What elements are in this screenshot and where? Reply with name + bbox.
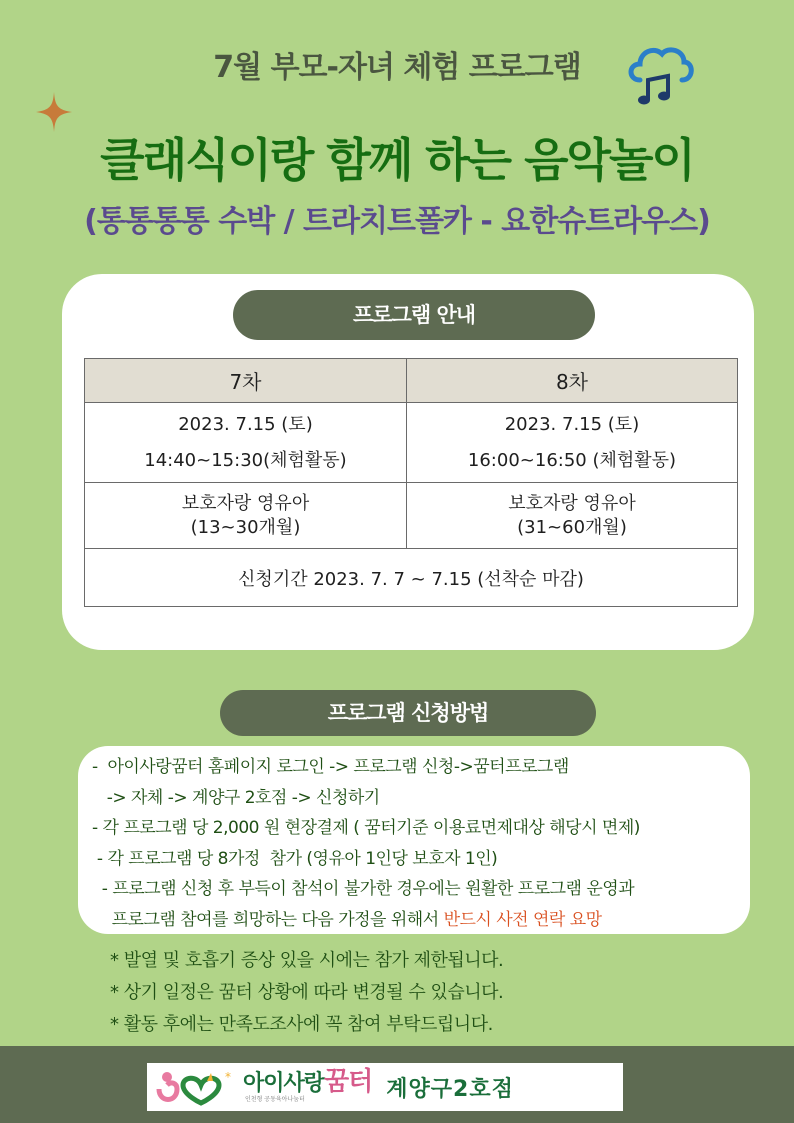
column-header: 7차 [85, 359, 407, 403]
session-target: 보호자랑 영유아 [508, 492, 636, 514]
footer-logo [147, 1063, 623, 1111]
session-date: 2023. 7.15 (토) [504, 413, 640, 435]
logo-name-part1: 아이사랑 [243, 1071, 325, 1096]
logo-icon [153, 1067, 243, 1107]
contact-warning: 반드시 사전 연락 요망 [443, 909, 602, 930]
logo-name [243, 1067, 373, 1097]
table-header-row [85, 359, 738, 403]
session-target-cell [85, 483, 407, 549]
apply-line-text: 프로그램 참여를 희망하는 다음 가정을 위해서 [92, 909, 444, 930]
session-time: 16:00~16:50 (체험활동) [467, 449, 677, 471]
apply-line: - 각 프로그램 당 2,000 원 현장결제 ( 꿈터기준 이용료면제대상 해당시 면제) [92, 818, 640, 838]
session-target: 보호자랑 영유아 [181, 492, 310, 514]
session-datetime-cell [85, 403, 407, 483]
apply-method-list [92, 752, 752, 935]
session-age: (13~30개월) [190, 516, 301, 538]
apply-line-last [92, 905, 752, 936]
svg-text:*: * [225, 1070, 231, 1084]
schedule-table [84, 358, 738, 607]
column-header: 8차 [406, 359, 737, 403]
sub-title: (통통통통 수박 / 트라치트폴카 - 요한슈트라우스) [84, 204, 710, 239]
logo-name-part2: 꿈터 [324, 1067, 373, 1097]
table-row [85, 483, 738, 549]
session-datetime-cell [406, 403, 737, 483]
apply-line: -> 자체 -> 계양구 2호점 -> 신청하기 [92, 787, 380, 808]
branch-name: 계양구2호점 [386, 1076, 514, 1102]
logo-tagline: 인천형 공동육아나눔터 [245, 1096, 305, 1103]
program-info-label: 프로그램 안내 [233, 290, 595, 340]
table-row [85, 403, 738, 483]
apply-line: - 프로그램 신청 후 부득이 참석이 불가한 경우에는 원활한 프로그램 운영과 [92, 879, 635, 899]
notes-list [110, 945, 710, 1041]
note-item: * 상기 일정은 꿈터 상황에 따라 변경될 수 있습니다. [110, 982, 504, 1003]
note-item: * 발열 및 호흡기 증상 있을 시에는 참가 제한됩니다. [110, 950, 504, 971]
table-row [85, 549, 738, 607]
apply-line: - 아이사랑꿈터 홈페이지 로그인 -> 프로그램 신청->꿈터프로그램 [92, 757, 569, 777]
note-item: * 활동 후에는 만족도조사에 꼭 참여 부탁드립니다. [110, 1014, 493, 1035]
apply-method-label: 프로그램 신청방법 [220, 690, 596, 736]
main-title: 클래식이랑 함께 하는 음악놀이 [100, 133, 694, 187]
session-age: (31~60개월) [517, 516, 627, 538]
top-title: 7월 부모-자녀 체험 프로그램 [213, 50, 581, 85]
session-time: 14:40~15:30(체험활동) [144, 449, 347, 471]
logo-text [243, 1067, 373, 1104]
application-period: 신청기간 2023. 7. 7 ~ 7.15 (선착순 마감) [85, 549, 738, 607]
apply-line: - 각 프로그램 당 8가정 참가 (영유아 1인당 보호자 1인) [92, 848, 498, 869]
session-target-cell [406, 483, 737, 549]
cloud-music-icon [624, 44, 696, 106]
session-date: 2023. 7.15 (토) [178, 413, 313, 435]
